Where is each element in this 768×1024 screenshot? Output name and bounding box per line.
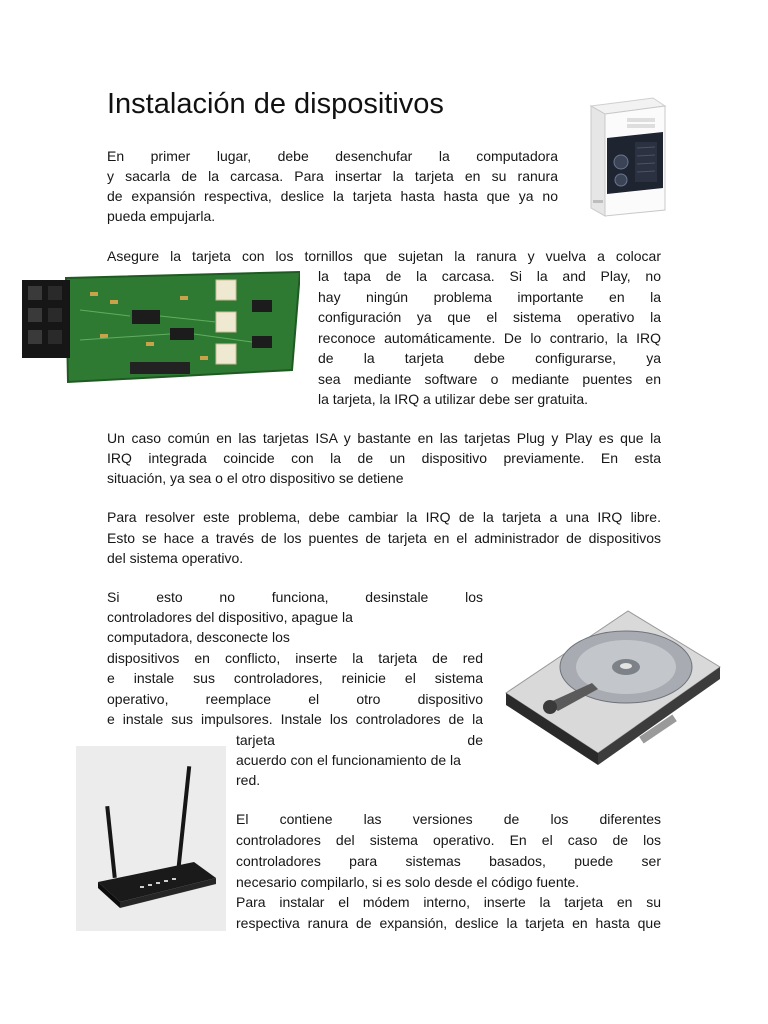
text-line: red.	[236, 772, 261, 788]
pc-tower-image	[565, 92, 685, 222]
router-image	[76, 746, 226, 931]
text-line: Para instalar el módem interno, inserte la tarjeta en su	[236, 894, 661, 910]
text-line: Esto se hace a través de los puentes de tarjeta en el administrador de dispositivos	[107, 530, 661, 546]
text-line: del sistema operativo.	[107, 550, 244, 566]
text-line: Asegure la tarjeta con los tornillos que sujetan la ranura y vuelva a colocar	[107, 248, 661, 264]
text-line: Si esto no funciona, desinstale los	[107, 589, 483, 605]
text-line: e instale sus controladores, reinicie el sistema	[107, 670, 483, 686]
text-line: sea mediante software o mediante puentes en	[318, 371, 661, 387]
text-line: IRQ integrada coincide con la de un dispositivo previamente. En esta	[107, 450, 661, 466]
circuit-board-image	[20, 270, 300, 385]
text-line: reconoce automáticamente. De lo contrario, la IRQ	[318, 330, 661, 346]
text-line: Un caso común en las tarjetas ISA y bastante en las tarjetas Plug y Play es que la	[107, 430, 661, 446]
text-line: la tapa de la carcasa. Si la and Play, no	[318, 268, 661, 284]
text-line: Para resolver este problema, debe cambiar la IRQ de la tarjeta a una IRQ libre.	[107, 509, 661, 525]
text-line: En primer lugar, debe desenchufar la computadora	[107, 148, 558, 164]
page-title: Instalación de dispositivos	[107, 88, 444, 120]
text-line: dispositivos en conflicto, inserte la tarjeta de red	[107, 650, 483, 666]
text-line: controladores para sistemas basados, puede ser	[236, 853, 661, 869]
text-line: y sacarla de la carcasa. Para insertar la tarjeta en su ranura	[107, 168, 558, 184]
text-line: El contiene las versiones de los diferentes	[236, 811, 661, 827]
text-line: e instale sus impulsores. Instale los controladores de la	[107, 711, 483, 727]
hard-drive-image	[488, 575, 736, 775]
text-line: situación, ya sea o el otro dispositivo se detiene	[107, 470, 404, 486]
text-line: necesario compilarlo, si es solo desde el código fuente.	[236, 874, 580, 890]
text-line: pueda empujarla.	[107, 208, 216, 224]
text-line: controladores del sistema operativo. En el caso de los	[236, 832, 661, 848]
text-line: de la tarjeta debe configurarse, ya	[318, 350, 661, 366]
text-line: computadora, desconecte los	[107, 629, 290, 645]
text-line: controladores del dispositivo, apague la	[107, 609, 353, 625]
text-line: tarjeta de	[236, 732, 483, 748]
text-line: hay ningún problema importante en la	[318, 289, 661, 305]
text-line: acuerdo con el funcionamiento de la	[236, 752, 461, 768]
text-line: respectiva ranura de expansión, deslice la tarjeta en hasta que	[236, 915, 661, 931]
text-line: de expansión respectiva, deslice la tarjeta hasta hasta que ya no	[107, 188, 558, 204]
text-line: la tarjeta, la IRQ a utilizar debe ser gratuita.	[318, 391, 589, 407]
text-line: configuración ya que el sistema operativo la	[318, 309, 661, 325]
text-line: operativo, reemplace el otro dispositivo	[107, 691, 483, 707]
